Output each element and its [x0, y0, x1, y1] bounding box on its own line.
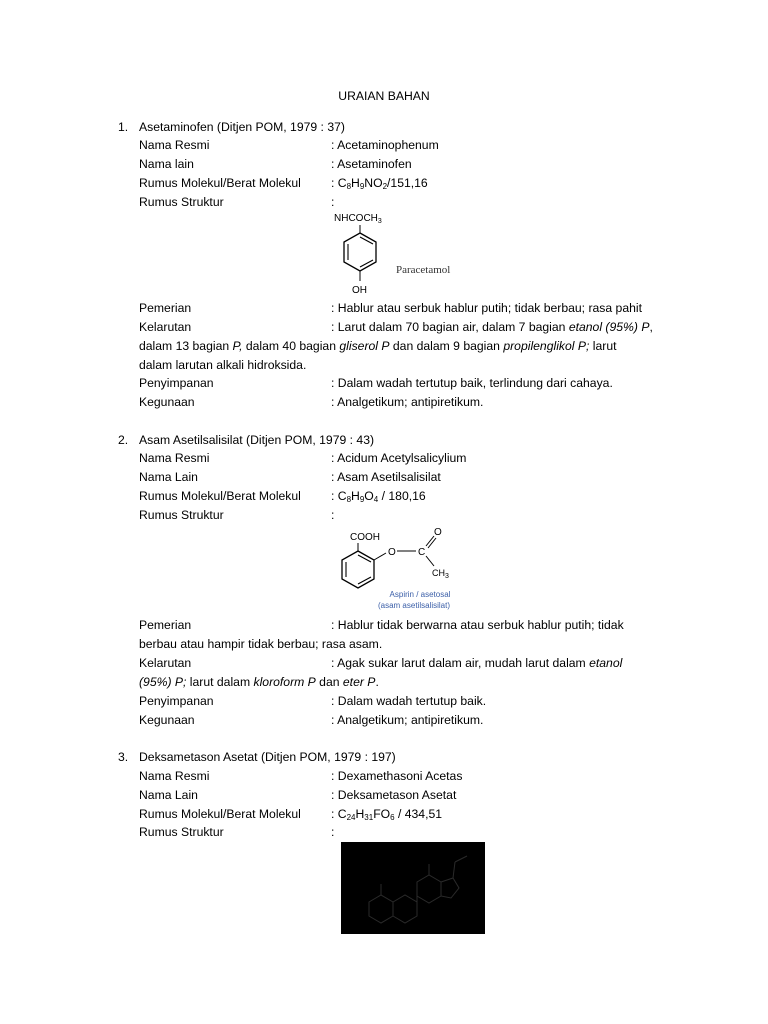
s2-rumus-value: : $C_8H_9O_4 / 180,16$ — [331, 489, 426, 504]
s3-nama-lain-label: Nama Lain — [139, 788, 198, 802]
s2-struktur-label: Rumus Struktur — [139, 508, 224, 522]
struct-o-label: O — [388, 547, 396, 558]
s3-struktur-colon: : — [331, 825, 335, 839]
s1-struktur-label: Rumus Struktur — [139, 195, 224, 209]
s2-nama-lain-label: Nama Lain — [139, 470, 198, 484]
s2-kelarutan-label: Kelarutan — [139, 656, 192, 670]
s2-kegunaan-label: Kegunaan — [139, 713, 195, 727]
struct-top-label: $NHCOCH_3$ — [334, 213, 382, 225]
s1-nama-lain-value: : Asetaminofen — [331, 157, 412, 171]
s3-struktur-label: Rumus Struktur — [139, 825, 224, 839]
s3-nama-resmi-label: Nama Resmi — [139, 769, 210, 783]
s2-nama-resmi-value: : Acidum Acetylsalicylium — [331, 451, 467, 465]
dexamethasone-structure-image — [341, 842, 485, 934]
aspirin-structure — [328, 524, 468, 616]
section-1-heading: Asetaminofen (Ditjen POM, 1979 : 37) — [139, 120, 345, 134]
s1-kelarutan-label: Kelarutan — [139, 320, 192, 334]
s1-pemerian-label: Pemerian — [139, 301, 192, 315]
s1-pemerian-value: : Hablur atau serbuk hablur putih; tidak berbau; rasa pahit — [331, 301, 642, 315]
s1-penyimpanan-value: : Dalam wadah tertutup baik, terlindung dari cahaya. — [331, 376, 613, 390]
s2-kegunaan-value: : Analgetikum; antipiretikum. — [331, 713, 484, 727]
s2-pemerian-value: : Hablur tidak berwarna atau serbuk hablur putih; tidak — [331, 618, 624, 632]
s2-struktur-colon: : — [331, 508, 335, 522]
s2-penyimpanan-label: Penyimpanan — [139, 694, 214, 708]
section-2-heading: Asam Asetilsalisilat (Ditjen POM, 1979 : 43) — [139, 433, 375, 447]
s1-nama-resmi-value: : Acetaminophenum — [331, 138, 439, 152]
s3-nama-lain-value: : Deksametason Asetat — [331, 788, 457, 802]
s2-kelarutan-line2: (95%) P; larut dalam kloroform P dan eter P. — [139, 675, 379, 689]
s1-kegunaan-label: Kegunaan — [139, 395, 195, 409]
s2-kelarutan-value: : Agak sukar larut dalam air, mudah larut dalam etanol — [331, 656, 623, 670]
struct-caption-2: (asam asetilsalisilat) — [377, 601, 451, 610]
s1-kelarutan-value: : Larut dalam 70 bagian air, dalam 7 bagian etanol (95%) P, — [331, 320, 653, 334]
s1-nama-resmi-label: Nama Resmi — [139, 138, 210, 152]
s1-kelarutan-line2: dalam 13 bagian P, dalam 40 bagian gliserol P dan dalam 9 bagian propilenglikol P; larut — [139, 339, 617, 353]
s1-rumus-label: Rumus Molekul/Berat Molekul — [139, 176, 301, 190]
s2-pemerian-line2: berbau atau hampir tidak berbau; rasa asam. — [139, 637, 383, 651]
struct-c-label: C — [418, 547, 426, 558]
s2-rumus-label: Rumus Molekul/Berat Molekul — [139, 489, 301, 503]
struct-bottom-label: OH — [352, 285, 367, 296]
section-2-number: 2. — [118, 433, 129, 447]
struct-o-top-label: O — [434, 527, 442, 538]
s1-struktur-colon: : — [331, 195, 335, 209]
s1-kegunaan-value: : Analgetikum; antipiretikum. — [331, 395, 484, 409]
s2-pemerian-label: Pemerian — [139, 618, 192, 632]
s1-penyimpanan-label: Penyimpanan — [139, 376, 214, 390]
struct-ch3-label: $CH_3$ — [432, 568, 449, 580]
section-1-number: 1. — [118, 120, 129, 134]
section-3-number: 3. — [118, 750, 129, 764]
s3-nama-resmi-value: : Dexamethasoni Acetas — [331, 769, 463, 783]
struct-cooh-label: COOH — [350, 532, 380, 543]
s1-rumus-value: : $C_8H_9NO_2/151,16$ — [331, 176, 428, 191]
s3-rumus-value: : $C_{24}H_{31}FO_6 / 434,51$ — [331, 807, 443, 822]
s1-kelarutan-line3: dalam larutan alkali hidroksida. — [139, 358, 307, 372]
s3-rumus-label: Rumus Molekul/Berat Molekul — [139, 807, 301, 821]
s2-nama-lain-value: : Asam Asetilsalisilat — [331, 470, 441, 484]
struct-caption-1: Aspirin / asetosal — [389, 590, 451, 599]
page-title: URAIAN BAHAN — [338, 89, 430, 103]
s2-penyimpanan-value: : Dalam wadah tertutup baik. — [331, 694, 487, 708]
struct-name-label: Paracetamol — [396, 264, 451, 276]
section-3-heading: Deksametason Asetat (Ditjen POM, 1979 : 197) — [139, 750, 396, 764]
s1-nama-lain-label: Nama lain — [139, 157, 194, 171]
paracetamol-structure — [330, 207, 470, 299]
s2-nama-resmi-label: Nama Resmi — [139, 451, 210, 465]
